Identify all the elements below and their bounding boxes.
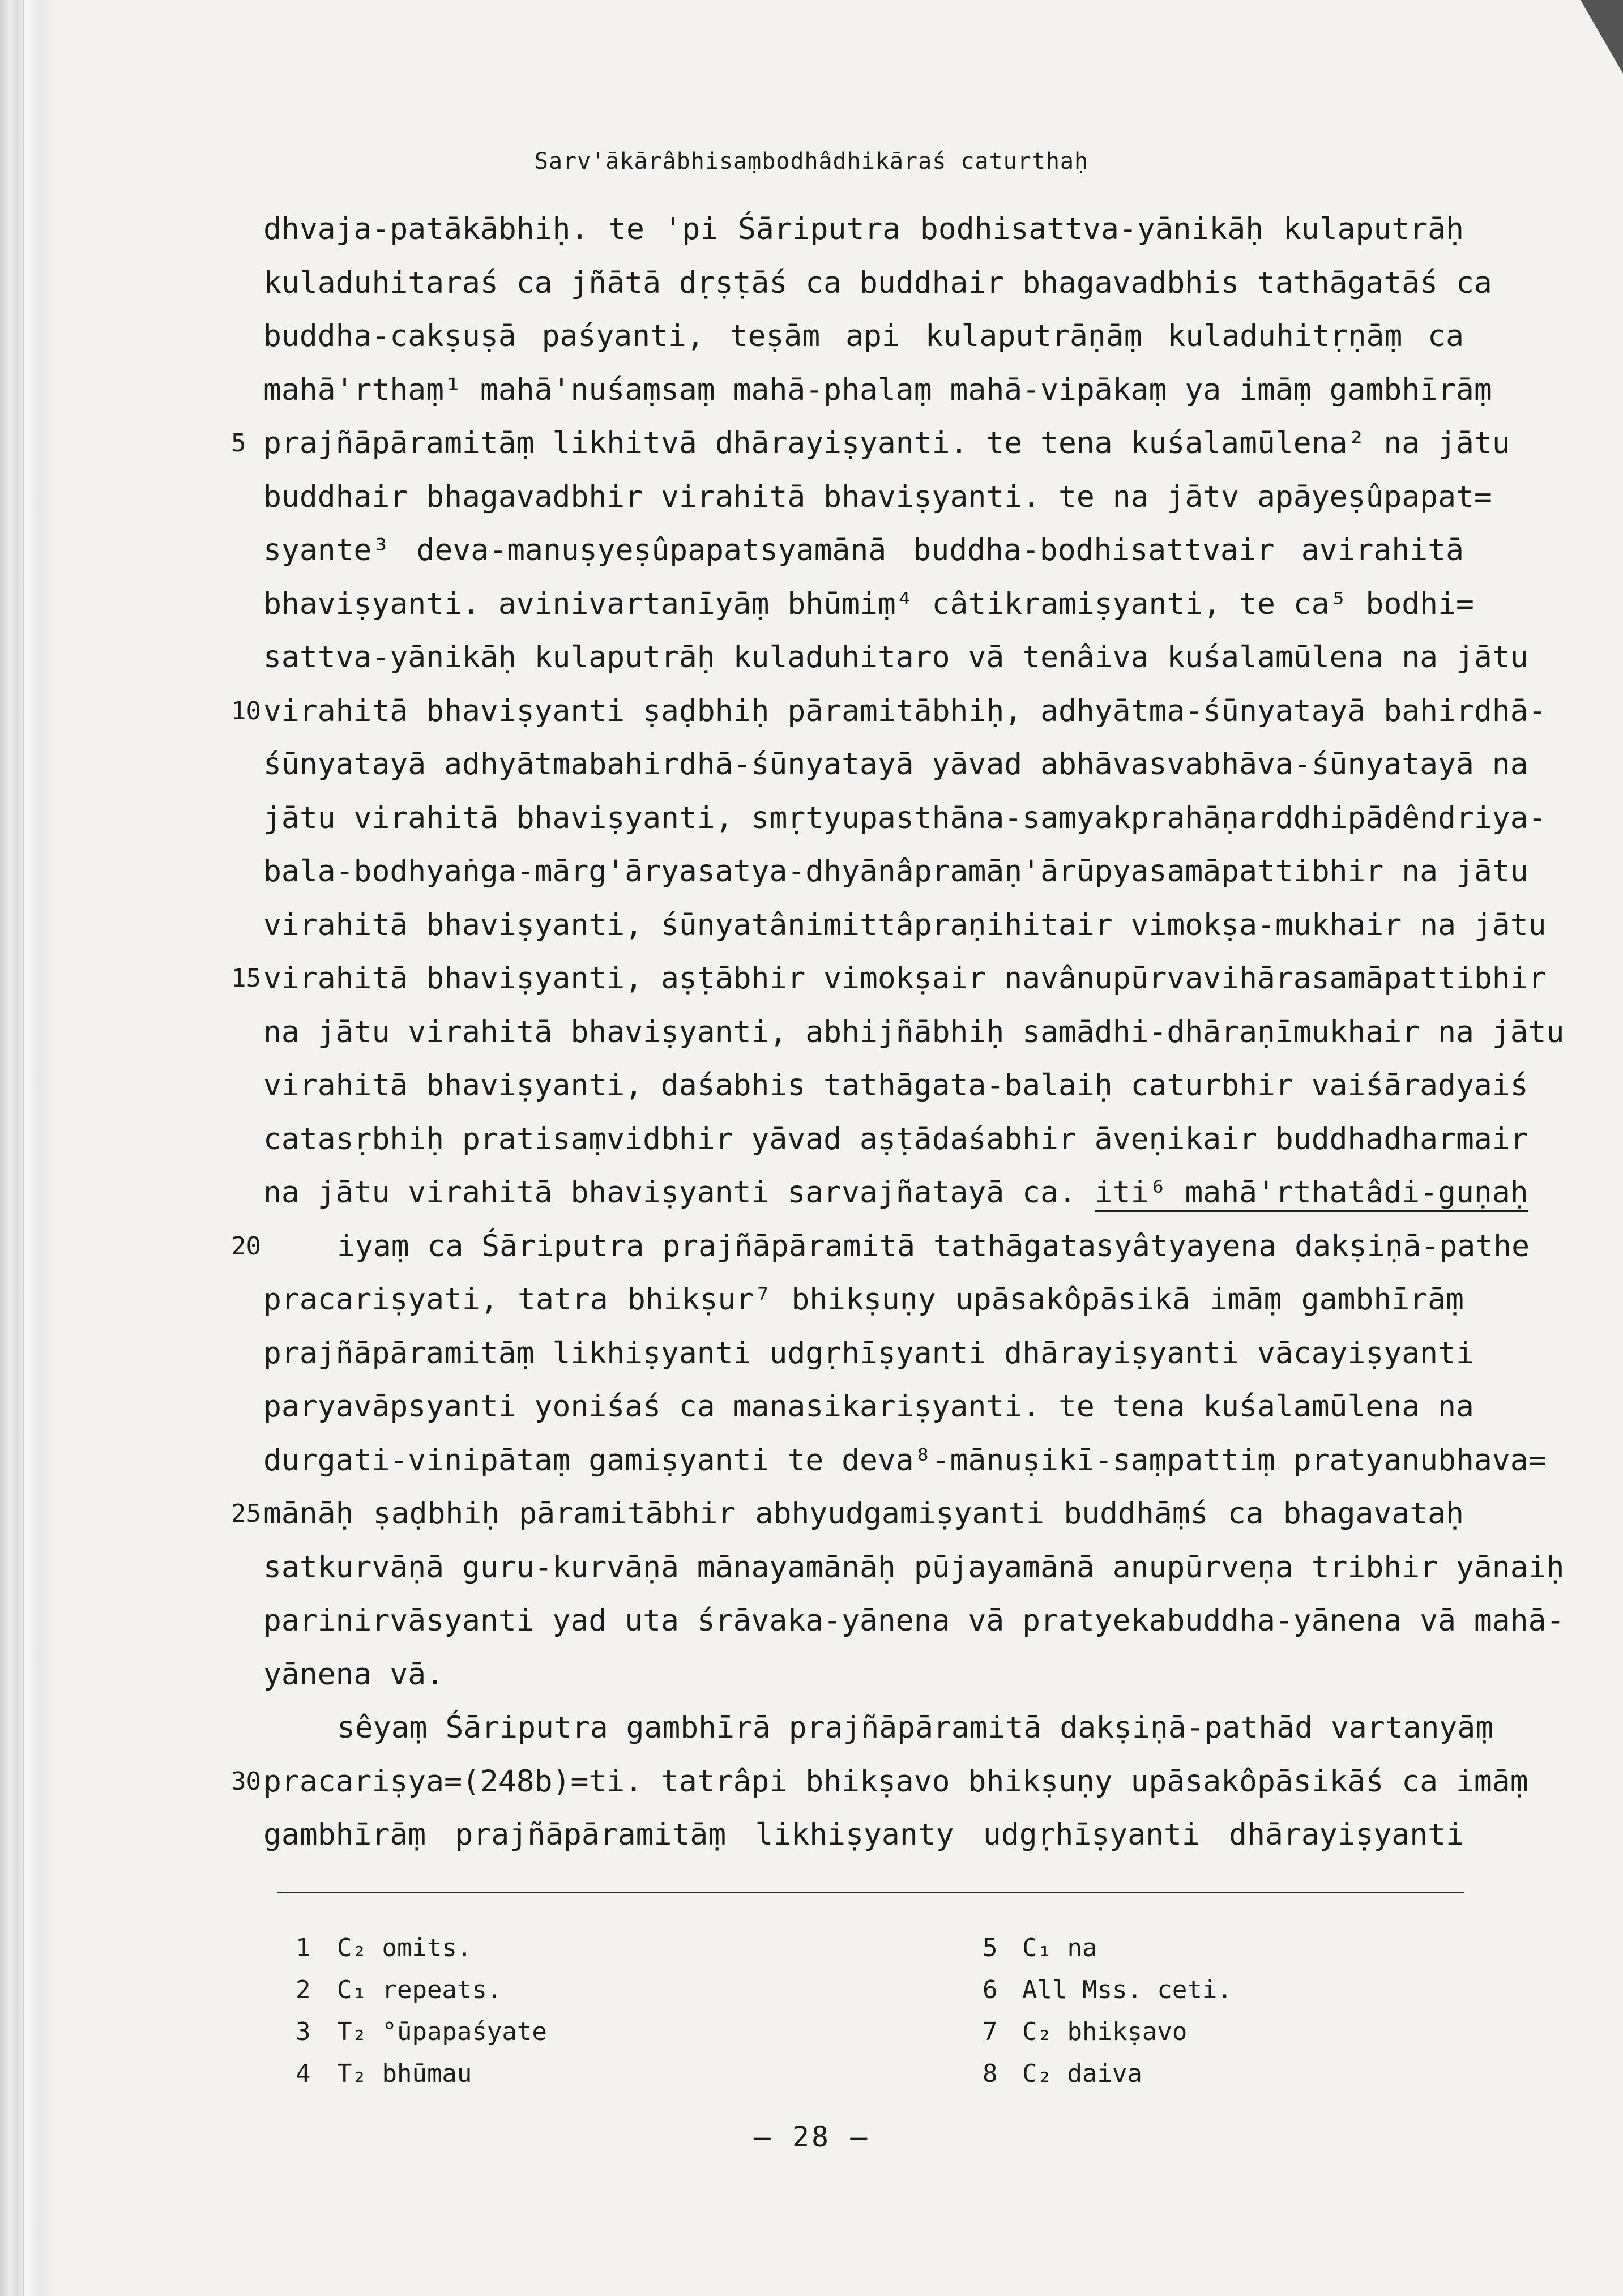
text-line	[263, 1277, 1464, 1322]
text-line-content: catasṛbhiḥ pratisaṃvidbhir yāvad aṣṭādaśabhir āveṇikair buddhadharmair	[263, 1122, 1528, 1156]
text-line-content: buddhair bhagavadbhir virahitā bhaviṣyanti. te na jātv apāyeṣûpapat=	[263, 480, 1492, 514]
text-line	[263, 689, 1547, 734]
text-line	[263, 368, 1492, 413]
text-line	[263, 1812, 1464, 1858]
page-number: — 28 —	[753, 2120, 870, 2153]
text-line	[263, 903, 1547, 948]
footnote-text: C₂ omits.	[337, 1934, 472, 1962]
line-number: 5	[231, 429, 246, 458]
text-line-content: iyaṃ ca Śāriputra prajñāpāramitā tathāgatasyâtyayena dakṣiṇā-pathe	[337, 1229, 1530, 1264]
text-line-content: sattva-yānikāḥ kulaputrāḥ kuladuhitaro vā tenâiva kuśalamūlena na jātu	[263, 640, 1528, 675]
footnote-text: C₂ bhikṣavo	[1022, 2017, 1188, 2046]
text-line	[263, 582, 1474, 627]
text-line-content: pracariṣya=(248b)=ti. tatrâpi bhikṣavo bhikṣuṇy upāsakôpāsikāś ca imāṃ	[263, 1764, 1528, 1799]
footnote-number: 4	[296, 2059, 311, 2088]
footnote-text: T₂ bhūmau	[337, 2059, 472, 2088]
footnote-text: C₁ repeats.	[337, 1975, 502, 2004]
text-line-content: prajñāpāramitāṃ likhiṣyanti udgṛhīṣyanti dhārayiṣyanti vācayiṣyanti	[263, 1336, 1474, 1371]
text-line	[263, 1705, 1494, 1751]
text-line-content: yānena vā.	[263, 1657, 445, 1692]
footnote-rule	[277, 1892, 1464, 1893]
text-line-content: pracariṣyati, tatra bhikṣur⁷ bhikṣuṇy upāsakôpāsikā imāṃ gambhīrāṃ	[263, 1282, 1464, 1317]
text-line	[263, 1759, 1528, 1804]
text-line-content: na jātu virahitā bhaviṣyanti sarvajñatayā ca.	[263, 1175, 1077, 1210]
section-marker: iti⁶ mahā'rthatâdi-guṇaḥ	[1095, 1175, 1528, 1212]
text-line	[263, 1063, 1528, 1108]
footnote-text: All Mss. ceti.	[1022, 1975, 1232, 2004]
footnote-number: 1	[296, 1934, 311, 1962]
text-line	[263, 475, 1492, 520]
text-line	[263, 1010, 1565, 1055]
text-line-content: virahitā bhaviṣyanti, aṣṭābhir vimokṣair navânupūrvavihārasamāpattibhir	[263, 961, 1547, 996]
text-line	[263, 1170, 1528, 1215]
text-line-content: na jātu virahitā bhaviṣyanti, abhijñābhiḥ samādhi-dhāraṇīmukhair na jātu	[263, 1015, 1565, 1049]
text-line	[263, 261, 1492, 306]
text-line-content: virahitā bhaviṣyanti ṣaḍbhiḥ pāramitābhiḥ, adhyātma-śūnyatayā bahirdhā-	[263, 694, 1547, 728]
footnote-number: 2	[296, 1975, 311, 2004]
text-line-content: buddha-cakṣuṣā paśyanti, teṣām api kulaputrāṇāṃ kuladuhitṛṇāṃ ca	[263, 319, 1464, 353]
text-line-content: mahā'rthaṃ¹ mahā'nuśaṃsaṃ mahā-phalaṃ mahā-vipākaṃ ya imāṃ gambhīrāṃ	[263, 373, 1492, 407]
line-number: 25	[231, 1499, 261, 1528]
text-line-content: parinirvāsyanti yad uta śrāvaka-yānena vā pratyekabuddha-yānena vā mahā-	[263, 1603, 1565, 1638]
footnote-number: 6	[983, 1975, 998, 2004]
text-line-content: paryavāpsyanti yoniśaś ca manasikariṣyanti. te tena kuśalamūlena na	[263, 1389, 1474, 1424]
text-line-content: virahitā bhaviṣyanti, śūnyatânimittâpraṇihitair vimokṣa-mukhair na jātu	[263, 908, 1547, 942]
text-line	[263, 1117, 1528, 1162]
text-line	[263, 1545, 1565, 1590]
text-line	[263, 1438, 1547, 1483]
text-line	[263, 314, 1464, 359]
text-line	[263, 1652, 1464, 1697]
text-line-content: virahitā bhaviṣyanti, daśabhis tathāgata-balaiḥ caturbhir vaiśāradyaiś	[263, 1068, 1528, 1103]
scan-binding-edge	[0, 0, 54, 2296]
text-line	[263, 1224, 1530, 1269]
line-number: 20	[231, 1232, 261, 1261]
text-line-content: gambhīrāṃ prajñāpāramitāṃ likhiṣyanty udgṛhīṣyanti dhārayiṣyanti	[263, 1817, 1464, 1852]
footnote-text: T₂ °ūpapaśyate	[337, 2017, 547, 2046]
footnote-text: C₂ daiva	[1022, 2059, 1142, 2088]
running-header: Sarv'ākārâbhisaṃbodhâdhikāraś caturthaḥ	[534, 148, 1089, 174]
text-line	[263, 956, 1547, 1001]
text-line-content: jātu virahitā bhaviṣyanti, smṛtyupasthāna-samyakprahāṇarddhipādêndriya-	[263, 801, 1547, 835]
footnote-number: 3	[296, 2017, 311, 2046]
line-number: 10	[231, 697, 261, 725]
text-line	[263, 1331, 1474, 1376]
text-line	[263, 1384, 1474, 1429]
text-line-content: dhvaja-patākābhiḥ. te 'pi Śāriputra bodhisattva-yānikāḥ kulaputrāḥ	[263, 212, 1464, 246]
line-number: 30	[231, 1767, 261, 1796]
footnote-text: C₁ na	[1022, 1934, 1097, 1962]
text-line-content: kuladuhitaraś ca jñātā dṛṣṭāś ca buddhair bhagavadbhis tathāgatāś ca	[263, 266, 1492, 300]
text-line	[263, 207, 1464, 252]
text-line	[263, 742, 1528, 787]
text-line	[263, 796, 1547, 841]
footnote-number: 8	[983, 2059, 998, 2088]
text-line-content: bala-bodhyaṅga-mārg'āryasatya-dhyānâpramāṇ'ārūpyasamāpattibhir na jātu	[263, 854, 1528, 889]
text-line-content: sêyaṃ Śāriputra gambhīrā prajñāpāramitā dakṣiṇā-pathād vartanyāṃ	[337, 1710, 1494, 1745]
text-line-content: mānāḥ ṣaḍbhiḥ pāramitābhir abhyudgamiṣyanti buddhāṃś ca bhagavataḥ	[263, 1496, 1464, 1531]
footnote-number: 7	[983, 2017, 998, 2046]
text-line	[263, 421, 1510, 466]
text-line-content: syante³ deva-manuṣyeṣûpapatsyamānā buddha-bodhisattvair avirahitā	[263, 533, 1464, 567]
text-line-content: durgati-vinipātaṃ gamiṣyanti te deva⁸-mānuṣikī-saṃpattiṃ pratyanubhava=	[263, 1443, 1547, 1478]
text-line-content: bhaviṣyanti. avinivartanīyāṃ bhūmiṃ⁴ câtikramiṣyanti, te ca⁵ bodhi=	[263, 587, 1474, 621]
text-line-content: śūnyatayā adhyātmabahirdhā-śūnyatayā yāvad abhāvasvabhāva-śūnyatayā na	[263, 747, 1528, 782]
text-line	[263, 528, 1464, 573]
text-line	[263, 1491, 1464, 1537]
scan-corner-mark	[1581, 0, 1623, 74]
text-line	[263, 1598, 1565, 1644]
text-line	[263, 849, 1528, 894]
text-line-content: satkurvāṇā guru-kurvāṇā mānayamānāḥ pūjayamānā anupūrveṇa tribhir yānaiḥ	[263, 1550, 1565, 1585]
line-number: 15	[231, 964, 261, 993]
text-line-content: prajñāpāramitāṃ likhitvā dhārayiṣyanti. te tena kuśalamūlena² na jātu	[263, 426, 1510, 460]
text-line	[263, 635, 1528, 680]
footnote-number: 5	[983, 1934, 998, 1962]
